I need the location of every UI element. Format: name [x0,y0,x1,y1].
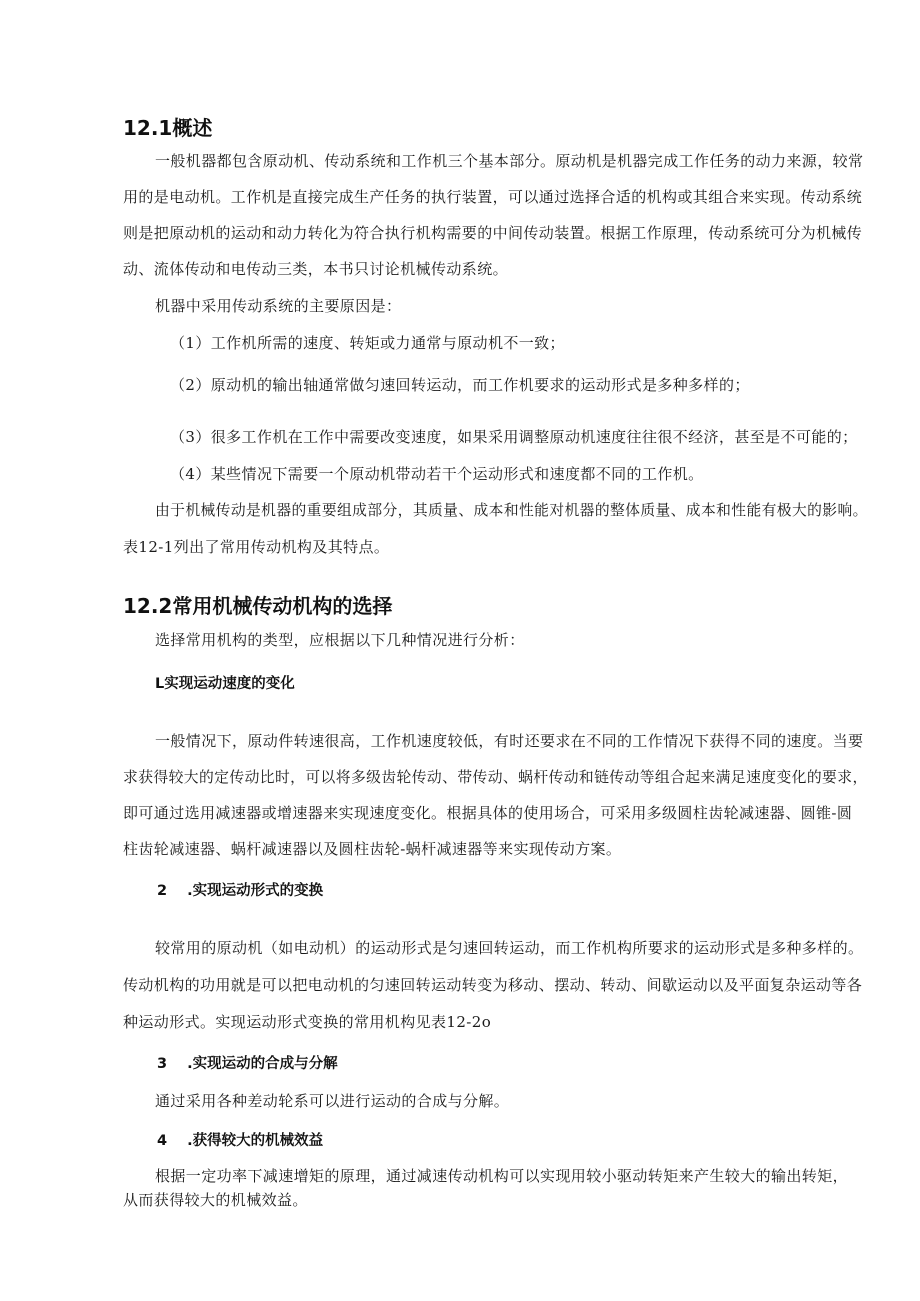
paragraph-line: 从而获得较大的机械效益。 [123,1191,308,1209]
subsection-title: .实现运动的合成与分解 [187,1056,338,1072]
list-item-number: （4） [170,465,211,483]
paragraph-line: 由于机械传动是机器的重要组成部分，其质量、成本和性能对机器的整体质量、成本和性能有极大的影响。 [155,501,868,519]
paragraph-line: 选择常用机构的类型，应根据以下几种情况进行分析： [155,631,525,649]
list-item-text: 工作机所需的速度、转矩或力通常与原动机不一致； [210,334,565,352]
list-item-text: 某些情况下需要一个原动机带动若干个运动形式和速度都不同的工作机。 [210,465,704,483]
subsection-heading-3 [157,1052,338,1073]
list-item-number: （1） [170,334,211,352]
list-item [170,464,704,484]
paragraph-line: 一般情况下，原动件转速很高，工作机速度较低，有时还要求在不同的工作情况下获得不同的速度。当要 [155,732,864,750]
paragraph-line: 通过采用各种差动轮系可以进行运动的合成与分解。 [155,1092,510,1110]
list-item-text: 很多工作机在工作中需要改变速度，如果采用调整原动机速度往往很不经济，甚至是不可能的； [210,428,858,446]
list-item-number: （2） [170,376,211,394]
list-item-number: （3） [170,428,211,446]
subsection-title: .获得较大的机械效益 [187,1133,324,1149]
paragraph-line: 机器中采用传动系统的主要原因是： [155,297,402,315]
list-item-text: 原动机的输出轴通常做匀速回转运动，而工作机要求的运动形式是多种多样的； [210,376,750,394]
paragraph-line: 传动机构的功用就是可以把电动机的匀速回转运动转变为移动、摆动、转动、间歇运动以及平面复杂运动等各 [123,976,863,994]
paragraph-line: 较常用的原动机（如电动机）的运动形式是匀速回转运动，而工作机构所要求的运动形式是多种多样的。 [155,939,864,957]
paragraph-line: 表12-1列出了常用传动机构及其特点。 [123,538,390,556]
subsection-heading-4 [157,1129,323,1150]
subsection-title: .实现运动形式的变换 [187,883,324,899]
section-title-12-2: 12.2常用机械传动机构的选择 [123,594,393,618]
subsection-number: 3 [157,1056,168,1072]
paragraph-line: 动、流体传动和电传动三类，本书只讨论机械传动系统。 [123,260,509,278]
section-title-12-1: 12.1概述 [123,116,213,140]
paragraph-line: 用的是电动机。工作机是直接完成生产任务的执行装置，可以通过选择合适的机构或其组合来实现。传动系统 [123,188,863,206]
paragraph-line: 柱齿轮减速器、蜗杆减速器以及圆柱齿轮-蜗杆减速器等来实现传动方案。 [123,840,622,858]
subsection-number: 2 [157,883,168,899]
paragraph-line: 求获得较大的定传动比时，可以将多级齿轮传动、带传动、蜗杆传动和链传动等组合起来满足速度变化的要求， [123,768,868,786]
list-item [170,375,750,395]
subsection-heading-2 [157,879,323,900]
list-item [170,333,565,353]
subsection-heading-1: L实现运动速度的变化 [155,676,295,692]
paragraph-line: 种运动形式。实现运动形式变换的常用机构见表12-2o [123,1013,492,1031]
paragraph-line: 根据一定功率下减速增矩的原理，通过减速传动机构可以实现用较小驱动转矩来产生较大的输出转矩， [155,1167,849,1185]
paragraph-line: 一般机器都包含原动机、传动系统和工作机三个基本部分。原动机是机器完成工作任务的动力来源，较常 [155,152,864,170]
paragraph-line: 即可通过选用减速器或增速器来实现速度变化。根据具体的使用场合，可采用多级圆柱齿轮减速器、圆锥-圆 [123,804,853,822]
subsection-number: 4 [157,1133,168,1149]
list-item [170,427,858,447]
paragraph-line: 则是把原动机的运动和动力转化为符合执行机构需要的中间传动装置。根据工作原理，传动系统可分为机械传 [123,224,863,242]
